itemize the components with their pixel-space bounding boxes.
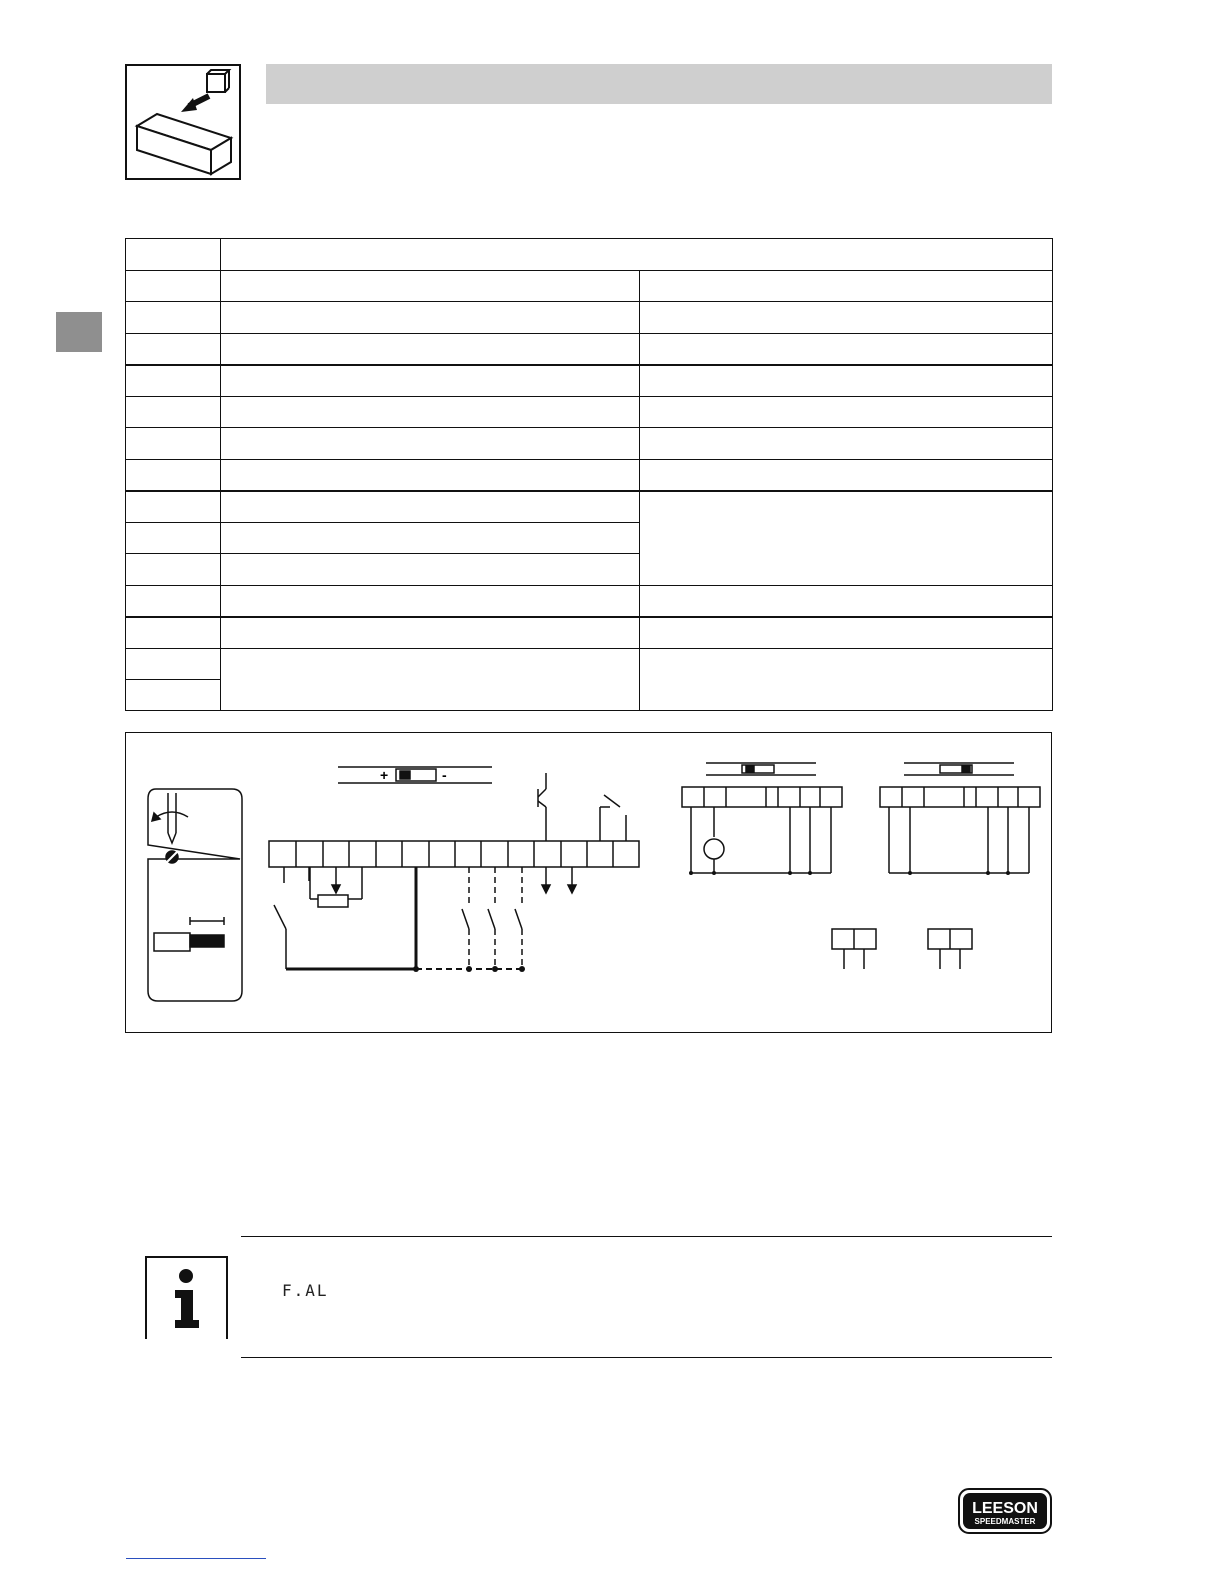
logo-line1: LEESON (972, 1500, 1038, 1517)
table-row (126, 271, 1053, 302)
table-cell (126, 302, 221, 334)
table-cell (126, 491, 221, 523)
table-row (126, 365, 1053, 397)
table-row (126, 334, 1053, 365)
section-title-bar (266, 64, 1052, 104)
table-cell (221, 397, 640, 428)
table-row (126, 302, 1053, 334)
table-cell (640, 649, 1053, 711)
table-row (126, 617, 1053, 649)
table-cell (126, 680, 221, 711)
table-row (126, 397, 1053, 428)
table-cell (640, 397, 1053, 428)
table-cell (221, 523, 640, 554)
table-cell (221, 649, 640, 711)
mounting-icon (125, 64, 241, 180)
switch-plus-label: + (380, 767, 389, 783)
leeson-speedmaster-logo (958, 1488, 1052, 1534)
table-cell (221, 428, 640, 460)
table-cell (126, 365, 221, 397)
table-row (126, 491, 1053, 523)
table-cell (640, 428, 1053, 460)
table-cell (221, 617, 640, 649)
table-cell (640, 334, 1053, 365)
table-cell (126, 271, 221, 302)
table-cell (221, 365, 640, 397)
info-icon (145, 1256, 228, 1339)
table-cell (221, 302, 640, 334)
table-cell (126, 649, 221, 680)
table-cell (221, 271, 640, 302)
table-cell (640, 302, 1053, 334)
chapter-tab (56, 312, 102, 352)
table-cell (221, 334, 640, 365)
table-cell (126, 334, 221, 365)
table-cell (221, 586, 640, 617)
table-cell (640, 491, 1053, 586)
table-header-row (126, 239, 1053, 271)
table-row (126, 428, 1053, 460)
table-cell (126, 554, 221, 586)
table-cell (640, 271, 1053, 302)
table-cell (221, 239, 1053, 271)
table-cell (640, 460, 1053, 491)
table-row (126, 649, 1053, 680)
note-top-rule (241, 1236, 1052, 1237)
table-cell (221, 460, 640, 491)
detail-bubble (148, 789, 242, 1001)
table-cell (126, 617, 221, 649)
terminal-table (125, 238, 1053, 711)
table-cell (126, 239, 221, 271)
fault-code: F.AL (282, 1281, 329, 1300)
table-row (126, 586, 1053, 617)
table-cell (126, 523, 221, 554)
table-cell (640, 617, 1053, 649)
wiring-diagram (125, 732, 1052, 1033)
note-bottom-rule (241, 1357, 1052, 1358)
table-row (126, 460, 1053, 491)
footer-rule (126, 1558, 266, 1559)
table-cell (640, 365, 1053, 397)
switch-minus-label: - (442, 767, 447, 783)
table-cell (640, 586, 1053, 617)
table-cell (126, 586, 221, 617)
table-cell (126, 397, 221, 428)
logo-line2: SPEEDMASTER (974, 1517, 1036, 1526)
table-cell (221, 491, 640, 523)
table-cell (126, 460, 221, 491)
table-cell (126, 428, 221, 460)
table-cell (221, 554, 640, 586)
